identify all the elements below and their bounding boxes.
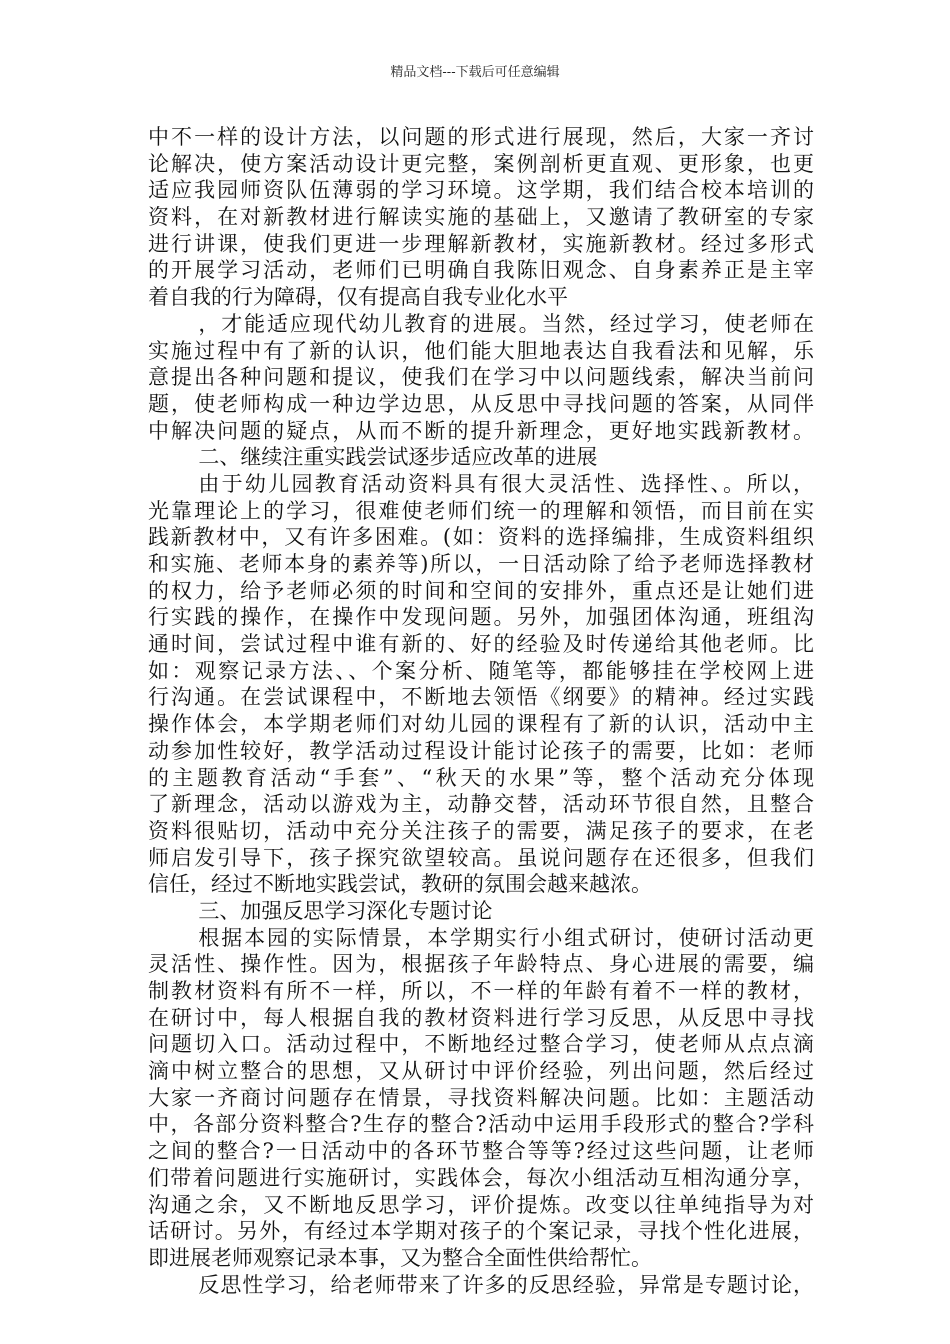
text-line: 的开展学习活动，老师们已明确自我陈旧观念、自身素养正是主宰: [148, 258, 814, 283]
text-line: 沟通之余，又不断地反思学习，评价提炼。改变以往单纯指导为对: [148, 1192, 814, 1217]
text-line: 根据本园的实际情景，本学期实行小组式研讨，使研讨活动更: [198, 925, 814, 950]
text-line: 灵活性、操作性。因为，根据孩子年龄特点、身心进展的需要，编: [148, 952, 814, 977]
text-line: 通时间，尝试过程中谁有新的、好的经验及时传递给其他老师。比: [148, 632, 814, 657]
document-body: [148, 124, 814, 1298]
text-line: 践新教材中，又有许多困难。(如：资料的选择编排，生成资料组织: [148, 525, 814, 550]
text-line: 大家一齐商讨问题存在情景，寻找资料解决问题。比如：主题活动: [148, 1085, 814, 1110]
text-line: 在研讨中，每人根据自我的教材资料进行学习反思，从反思中寻找: [148, 1005, 814, 1030]
text-line: 操作体会，本学期老师们对幼儿园的课程有了新的认识，活动中主: [148, 712, 814, 737]
text-line: 光靠理论上的学习，很难使老师们统一的理解和领悟，而目前在实: [148, 498, 814, 523]
text-line: 反思性学习，给老师带来了许多的反思经验，异常是专题讨论，: [198, 1272, 814, 1297]
text-line: 滴中树立整合的思想，又从研讨中评价经验，列出问题，然后经过: [148, 1059, 814, 1084]
text-line: 的主题教育活动“手套”、“秋天的水果”等，整个活动充分体现: [148, 765, 814, 790]
section-heading: 二、继续注重实践尝试逐步适应改革的进展: [198, 445, 598, 470]
text-line: 意提出各种问题和提议，使我们在学习中以问题线索，解决当前问: [148, 365, 814, 390]
text-line: 着自我的行为障碍，仅有提高自我专业化水平: [148, 285, 568, 310]
text-line: 之间的整合?一日活动中的各环节整合等等?经过这些问题，让老师: [148, 1139, 814, 1164]
text-line: ，才能适应现代幼儿教育的进展。当然，经过学习，使老师在: [198, 311, 814, 336]
text-line: 行沟通。在尝试课程中，不断地去领悟《纲要》的精神。经过实践: [148, 685, 814, 710]
text-line: 适应我园师资队伍薄弱的学习环境。这学期，我们结合校本培训的: [148, 178, 814, 203]
section-heading: 三、加强反思学习深化专题讨论: [198, 898, 493, 923]
text-line: 问题切入口。活动过程中，不断地经过整合学习，使老师从点点滴: [148, 1032, 814, 1057]
text-line: 们带着问题进行实施研讨，实践体会，每次小组活动互相沟通分享，: [148, 1165, 814, 1190]
text-line: 由于幼儿园教育活动资料具有很大灵活性、选择性、。所以，: [198, 471, 814, 496]
text-line: 中不一样的设计方法，以问题的形式进行展现，然后，大家一齐讨: [148, 125, 814, 149]
page-header: 精品文档---下载后可任意编辑: [390, 65, 560, 80]
text-line: 行实践的操作，在操作中发现问题。另外，加强团体沟通，班组沟: [148, 605, 814, 630]
text-line: 即进展老师观察记录本事，又为整合全面性供给帮忙。: [148, 1245, 652, 1270]
text-line: 资料，在对新教材进行解读实施的基础上，又邀请了教研室的专家: [148, 205, 814, 230]
text-line: 师启发引导下，孩子探究欲望较高。虽说问题存在还很多，但我们: [148, 845, 814, 870]
text-line: 和实施、老师本身的素养等)所以，一日活动除了给予老师选择教材: [148, 552, 814, 576]
text-line: 动参加性较好，教学活动过程设计能讨论孩子的需要，比如：老师: [148, 738, 814, 763]
text-line: 中，各部分资料整合?生存的整合?活动中运用手段形式的整合?学科: [148, 1112, 814, 1137]
text-line: 制教材资料有所不一样，所以，不一样的年龄有着不一样的教材，: [148, 979, 814, 1003]
text-line: 中解决问题的疑点，从而不断的提升新理念，更好地实践新教材。: [148, 418, 814, 443]
text-line: 实施过程中有了新的认识，他们能大胆地表达自我看法和见解，乐: [148, 338, 814, 363]
text-line: 进行讲课，使我们更进一步理解新教材，实施新教材。经过多形式: [148, 231, 814, 256]
text-line: 题，使老师构成一种边学边思，从反思中寻找问题的答案，从同伴: [148, 391, 814, 416]
text-line: 如：观察记录方法、、个案分析、随笔等，都能够挂在学校网上进: [148, 658, 814, 683]
text-line: 了新理念，活动以游戏为主，动静交替，活动环节很自然，且整合: [148, 792, 814, 817]
text-line: 话研讨。另外，有经过本学期对孩子的个案记录，寻找个性化进展，: [148, 1219, 814, 1244]
text-line: 论解决，使方案活动设计更完整，案例剖析更直观、更形象，也更: [148, 151, 814, 176]
text-line: 的权力，给予老师必须的时间和空间的安排外，重点还是让她们进: [148, 578, 814, 603]
text-line: 信任，经过不断地实践尝试，教研的氛围会越来越浓。: [148, 872, 652, 897]
text-line: 资料很贴切，活动中充分关注孩子的需要，满足孩子的要求，在老: [148, 818, 814, 843]
